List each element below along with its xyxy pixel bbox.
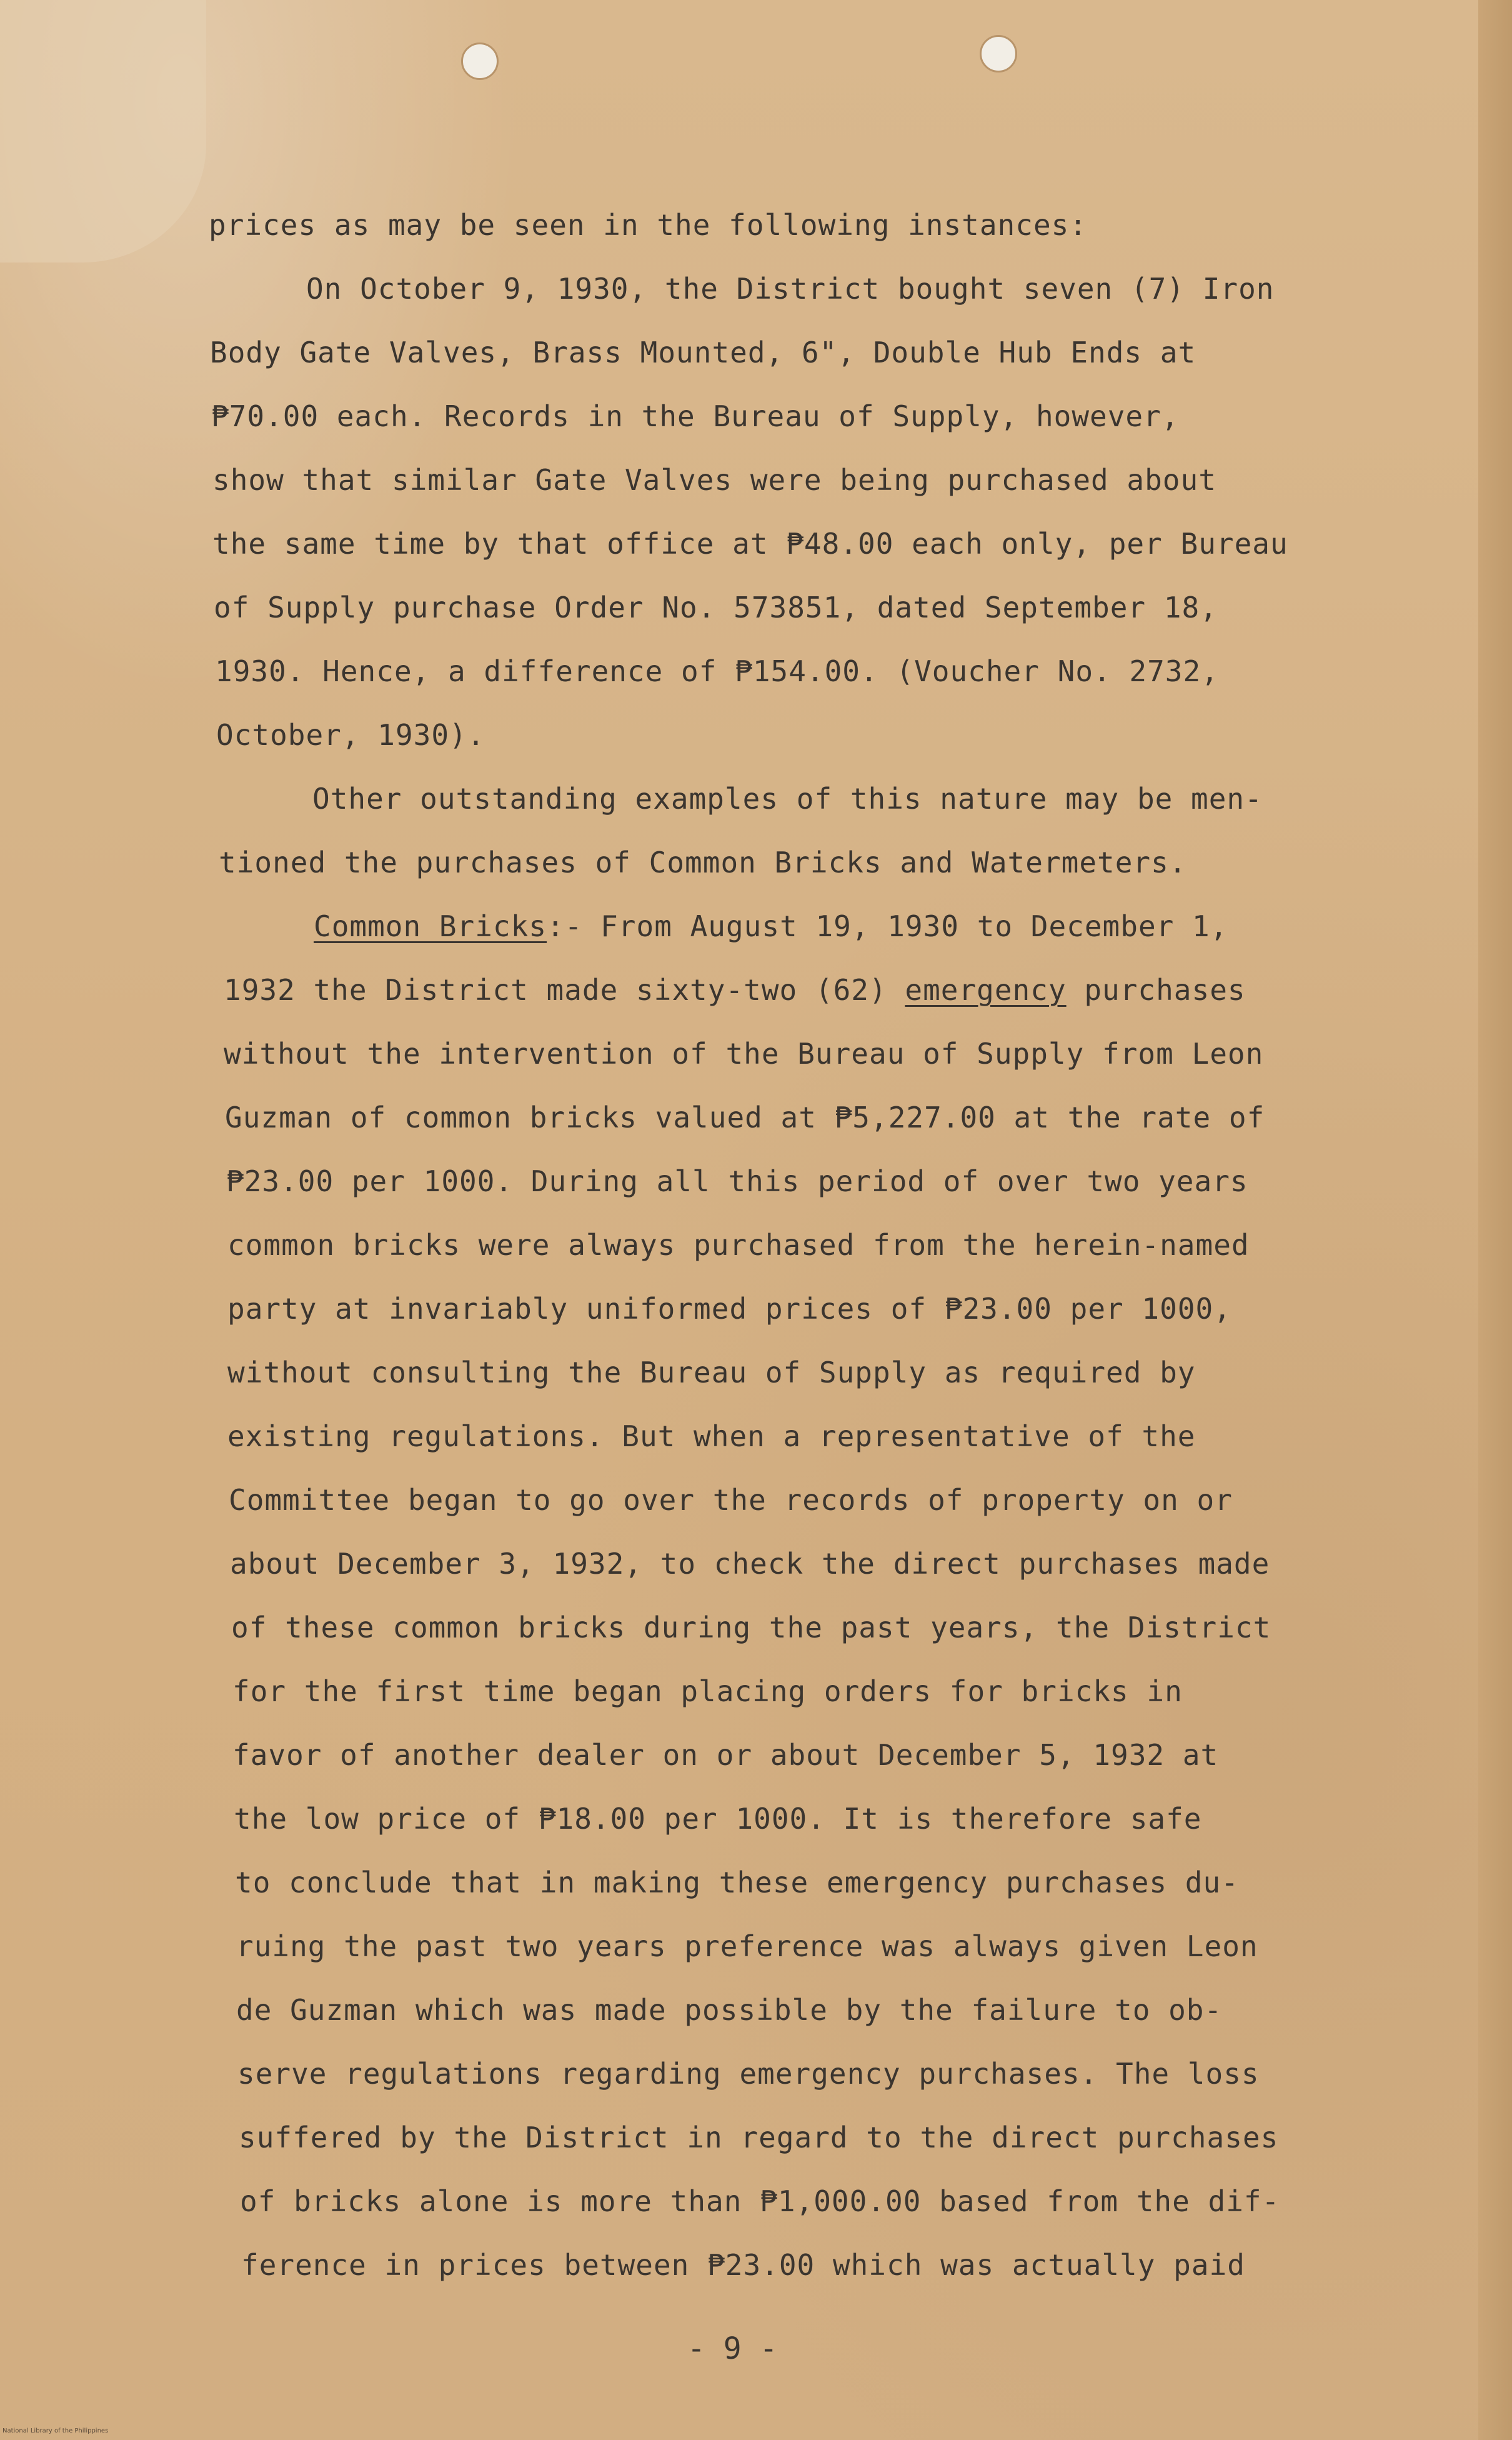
text-line: ruing the past two years preference was always given Leon [236, 1929, 1258, 1963]
punch-hole [461, 42, 499, 80]
archive-footer: National Library of the Philippines [2, 2428, 109, 2434]
text-line: Committee began to go over the records of property on or [229, 1483, 1233, 1517]
text-line: ₱70.00 each. Records in the Bureau of Supply, however, [211, 399, 1180, 433]
text-line: favor of another dealer on or about December 5, 1932 at [232, 1738, 1219, 1772]
page-edge-shadow [1478, 0, 1512, 2440]
text-line: of Supply purchase Order No. 573851, dated September 18, [214, 591, 1218, 624]
text-line: de Guzman which was made possible by the failure to ob- [236, 1993, 1223, 2027]
text-line: of bricks alone is more than ₱1,000.00 based from the dif- [240, 2184, 1280, 2218]
text-line: ₱23.00 per 1000. During all this period of over two years [226, 1164, 1248, 1198]
text-line: 1930. Hence, a difference of ₱154.00. (Voucher No. 2732, [215, 654, 1219, 688]
text-line: serve regulations regarding emergency purchases. The loss [237, 2057, 1260, 2091]
text-segment: purchases [1066, 973, 1246, 1007]
text-line: for the first time began placing orders for bricks in [232, 1674, 1183, 1708]
text-line: common bricks were always purchased from the herein-named [227, 1228, 1250, 1262]
text-line: the same time by that office at ₱48.00 each only, per Bureau [212, 527, 1288, 561]
text-line: without consulting the Bureau of Supply as required by [227, 1356, 1196, 1389]
page-number: - 9 - [687, 2331, 778, 2366]
underlined-heading: Common Bricks [314, 909, 547, 943]
text-line: October, 1930). [216, 718, 485, 752]
text-line: the low price of ₱18.00 per 1000. It is therefore safe [234, 1802, 1202, 1836]
text-line: of these common bricks during the past years, the District [231, 1611, 1271, 1644]
text-line: show that similar Gate Valves were being purchased about [212, 463, 1216, 497]
torn-corner [0, 0, 206, 262]
text-line: about December 3, 1932, to check the direct purchases made [230, 1547, 1270, 1581]
text-line: without the intervention of the Bureau of Supply from Leon [224, 1037, 1264, 1071]
text-line: Body Gate Valves, Brass Mounted, 6", Double Hub Ends at [210, 336, 1196, 369]
text-line: ference in prices between ₱23.00 which was actually paid [241, 2248, 1245, 2282]
text-segment: 1932 the District made sixty-two (62) [224, 973, 905, 1007]
text-line [224, 971, 1246, 1009]
text-line: to conclude that in making these emergency purchases du- [235, 1866, 1239, 1899]
text-line: prices as may be seen in the following instances: [209, 208, 1088, 242]
punch-hole [980, 35, 1017, 72]
text-line: existing regulations. But when a representative of the [227, 1419, 1196, 1453]
text-line: party at invariably uniformed prices of ₱23.00 per 1000, [227, 1292, 1231, 1326]
text-line: suffered by the District in regard to the direct purchases [239, 2121, 1279, 2154]
text-line: Guzman of common bricks valued at ₱5,227.00 at the rate of [225, 1101, 1265, 1134]
text-line [314, 908, 1228, 945]
text-line: Other outstanding examples of this nature may be men- [312, 782, 1263, 816]
text-line: On October 9, 1930, the District bought seven (7) Iron [306, 272, 1275, 306]
text-line: tioned the purchases of Common Bricks and Watermeters. [219, 846, 1187, 879]
underlined-word: emergency [905, 973, 1067, 1007]
text-segment: :- From August 19, 1930 to December 1, [547, 909, 1228, 943]
